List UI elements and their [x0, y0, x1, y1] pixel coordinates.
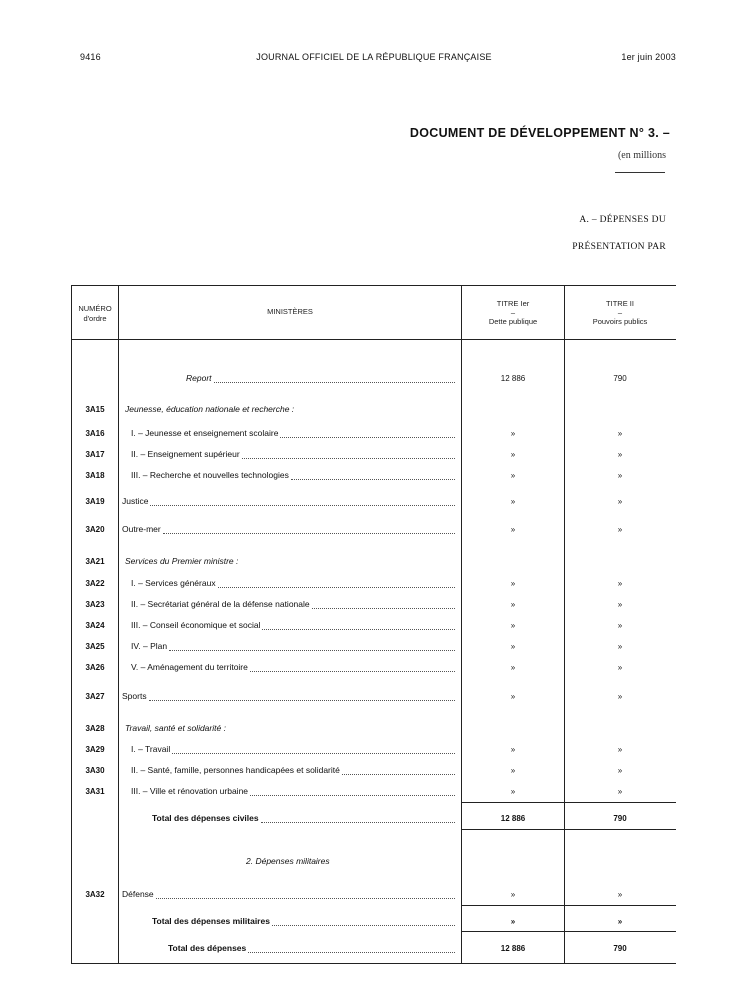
dot-leader — [272, 925, 455, 926]
row-value-titre1: » — [510, 917, 516, 926]
dot-leader — [169, 650, 455, 651]
row-code: 3A20 — [85, 525, 105, 534]
dot-leader — [156, 898, 455, 899]
row-value-titre2: 790 — [613, 944, 627, 953]
row-code: 3A29 — [85, 745, 105, 754]
row-label: I. – Services généraux — [131, 578, 216, 588]
row-value-titre1: » — [510, 663, 516, 672]
row-value-titre1: » — [510, 642, 516, 651]
col-header-titre2-line3: Pouvoirs publics — [592, 317, 648, 326]
row-value-titre2: 790 — [613, 374, 627, 383]
row-label: Jeunesse, éducation nationale et recherche : — [125, 404, 295, 414]
row-code: 3A22 — [85, 579, 105, 588]
row-value-titre2: » — [617, 766, 623, 775]
dot-leader — [242, 458, 455, 459]
row-code: 3A16 — [85, 429, 105, 438]
row-value-titre1: » — [510, 745, 516, 754]
row-label: Outre-mer — [122, 524, 161, 534]
row-code: 3A19 — [85, 497, 105, 506]
row-value-titre2: » — [617, 525, 623, 534]
row-value-titre1: » — [510, 471, 516, 480]
row-value-titre1: 12 886 — [500, 944, 526, 953]
page-number: 9416 — [80, 52, 101, 62]
section-heading: A. – DÉPENSES DU — [579, 215, 666, 225]
row-value-titre2: » — [617, 787, 623, 796]
col-header-numero-line1: NUMÉRO — [78, 304, 112, 313]
military-total-line-bottom — [461, 931, 676, 932]
row-label: II. – Secrétariat général de la défense nationale — [131, 599, 310, 609]
row-value-titre2: » — [617, 621, 623, 630]
col-header-titre1 — [462, 298, 564, 328]
row-label: Report — [186, 373, 212, 383]
col-header-numero-line2: d'ordre — [83, 314, 107, 323]
row-value-titre2: » — [617, 917, 623, 926]
row-value-titre2: » — [617, 745, 623, 754]
row-label: V. – Aménagement du territoire — [131, 662, 248, 672]
header-separator — [71, 339, 676, 340]
row-value-titre1: 12 886 — [500, 374, 526, 383]
row-value-titre2: » — [617, 663, 623, 672]
row-code: 3A32 — [85, 890, 105, 899]
publication-date: 1er juin 2003 — [621, 52, 676, 62]
journal-title: JOURNAL OFFICIEL DE LA RÉPUBLIQUE FRANÇAISE — [256, 52, 492, 62]
row-value-titre2: » — [617, 692, 623, 701]
row-value-titre2: » — [617, 642, 623, 651]
row-label: III. – Recherche et nouvelles technologies — [131, 470, 289, 480]
row-value-titre2: 790 — [613, 814, 627, 823]
row-label: III. – Ville et rénovation urbaine — [131, 786, 249, 796]
row-code: 3A17 — [85, 450, 105, 459]
row-label: I. – Travail — [131, 744, 171, 754]
row-code: 3A23 — [85, 600, 105, 609]
col-header-titre1-dash: – — [510, 308, 516, 317]
row-label: II. – Santé, famille, personnes handicapées et solidarité — [131, 765, 340, 775]
row-label: Total des dépenses civiles — [152, 813, 259, 823]
dot-leader — [250, 795, 455, 796]
dot-leader — [280, 437, 455, 438]
row-value-titre1: » — [510, 766, 516, 775]
row-code: 3A15 — [85, 405, 105, 414]
row-value-titre2: » — [617, 890, 623, 899]
row-value-titre2: » — [617, 450, 623, 459]
presentation-heading: PRÉSENTATION PAR — [572, 242, 666, 252]
row-value-titre1: » — [510, 621, 516, 630]
dot-leader — [150, 505, 455, 506]
row-value-titre1: » — [510, 890, 516, 899]
row-value-titre1: » — [510, 787, 516, 796]
dot-leader — [248, 952, 455, 953]
row-value-titre1: » — [510, 429, 516, 438]
col-header-titre1-line3: Dette publique — [488, 317, 538, 326]
row-code: 3A24 — [85, 621, 105, 630]
col-header-titre2-dash: – — [617, 308, 623, 317]
col-header-numero — [72, 303, 118, 323]
row-label: I. – Jeunesse et enseignement scolaire — [131, 428, 279, 438]
row-label: Total des dépenses militaires — [152, 916, 270, 926]
col-header-titre2 — [565, 298, 675, 328]
row-label: Total des dépenses — [168, 943, 247, 953]
row-value-titre1: » — [510, 692, 516, 701]
row-code: 3A18 — [85, 471, 105, 480]
dot-leader — [291, 479, 455, 480]
dot-leader — [262, 629, 455, 630]
dot-leader — [261, 822, 455, 823]
row-code: 3A31 — [85, 787, 105, 796]
row-value-titre2: » — [617, 579, 623, 588]
row-value-titre2: » — [617, 471, 623, 480]
row-value-titre2: » — [617, 429, 623, 438]
dot-leader — [342, 774, 455, 775]
row-label: III. – Conseil économique et social — [131, 620, 261, 630]
row-code: 3A26 — [85, 663, 105, 672]
row-label: Défense — [122, 889, 154, 899]
dot-leader — [250, 671, 455, 672]
military-total-line-top — [461, 905, 676, 906]
row-label: Travail, santé et solidarité : — [125, 723, 226, 733]
row-value-titre1: » — [510, 525, 516, 534]
document-subtitle: (en millions — [617, 150, 666, 161]
dot-leader — [218, 587, 455, 588]
row-label: Justice — [122, 496, 149, 506]
column-divider-code — [118, 286, 119, 963]
row-value-titre2: » — [617, 600, 623, 609]
row-value-titre1: 12 886 — [500, 814, 526, 823]
dot-leader — [214, 382, 455, 383]
row-value-titre1: » — [510, 600, 516, 609]
short-rule — [615, 172, 665, 173]
col-header-titre1-line1: TITRE Ier — [496, 299, 530, 308]
col-header-ministeres: MINISTÈRES — [267, 307, 313, 316]
row-label: Sports — [122, 691, 147, 701]
row-code: 3A21 — [85, 557, 105, 566]
subtotal-line-top — [461, 802, 676, 803]
document-title: DOCUMENT DE DÉVELOPPEMENT N° 3. – — [409, 126, 670, 140]
row-code: 3A27 — [85, 692, 105, 701]
row-code: 3A25 — [85, 642, 105, 651]
row-value-titre1: » — [510, 579, 516, 588]
subtotal-line-bottom — [461, 829, 676, 830]
row-code: 3A28 — [85, 724, 105, 733]
row-label: Services du Premier ministre : — [125, 556, 239, 566]
col-header-titre2-line1: TITRE II — [606, 299, 634, 308]
row-value-titre1: » — [510, 497, 516, 506]
dot-leader — [312, 608, 455, 609]
row-label: IV. – Plan — [131, 641, 168, 651]
row-value-titre2: » — [617, 497, 623, 506]
row-code: 3A30 — [85, 766, 105, 775]
dot-leader — [172, 753, 455, 754]
row-label: II. – Enseignement supérieur — [131, 449, 240, 459]
dot-leader — [163, 533, 455, 534]
row-value-titre1: » — [510, 450, 516, 459]
row-label: 2. Dépenses militaires — [246, 856, 330, 866]
dot-leader — [149, 700, 455, 701]
